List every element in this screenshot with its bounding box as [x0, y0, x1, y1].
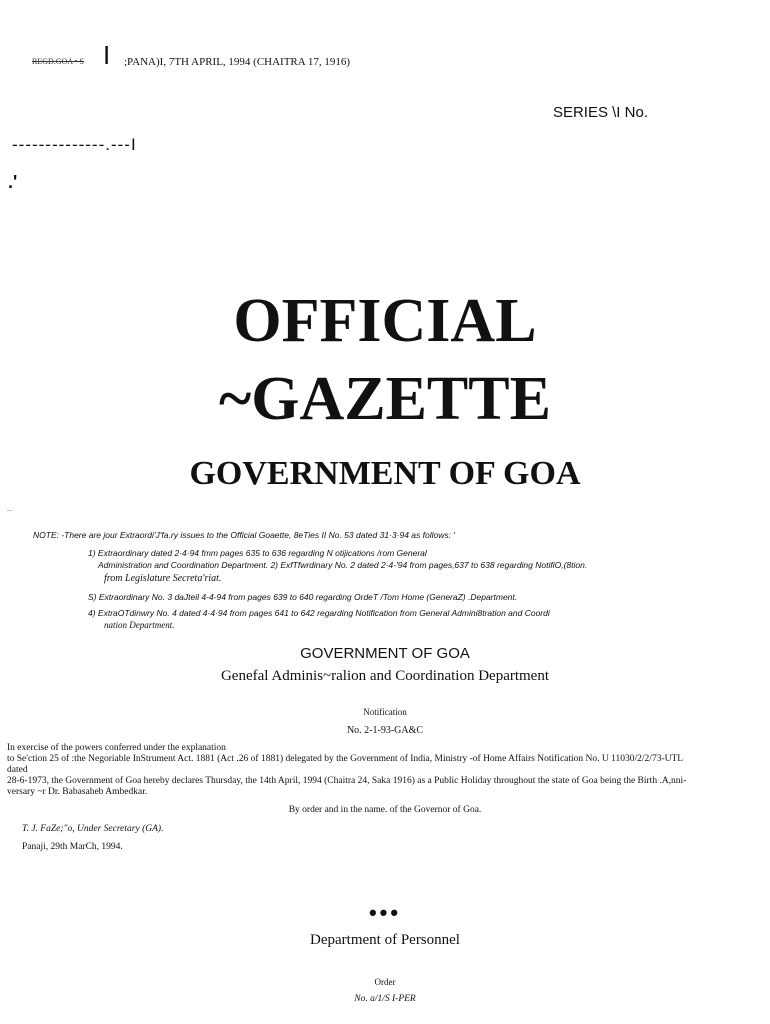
series-number: SERIES \I No. [552, 104, 648, 121]
note-item-1-line-1: 1) Extraordinary dated 2·4·94 fmm pages 635 to 636 regarding N otijications /rom General [88, 548, 427, 558]
by-order-line: By order and in the name. of the Governor of Goa. [288, 805, 482, 815]
body-line: In exercise of the powers conferred under the explanation [7, 743, 226, 753]
note-item-3-line-2: nation Department. [104, 620, 175, 630]
dash-rule: --------------.---I [12, 135, 137, 154]
dateline: ;PANA)I, 7TH APRIL, 1994 (CHAITRA 17, 1916) [124, 56, 351, 68]
notification-heading: Notification [363, 707, 407, 717]
department-personnel-heading: Department of Personnel [310, 932, 460, 948]
body-line: 28-6-1973, the Government of Goa hereby declares Thursday, the 14th April, 1994 (Chaitra 24, Saka 1916) as a Public Holiday throughout the state of Goa being the Birth .A,nni- [7, 776, 687, 786]
stray-tick: ... [7, 505, 13, 513]
place-date: Panaji, 29th MarCh, 1994. [22, 842, 123, 852]
notification-number: No. 2-1-93-GA&C [346, 725, 424, 736]
note-item-1-line-2: Administration and Coordination Department. 2) ExfTfwrdinary No. 2 dated 2·4-'94 from pages,637 to 638 regarding NotifiO,(8tion. [98, 560, 588, 570]
section-separator: ••• [368, 900, 402, 925]
section-department-heading: Genefal Adminis~ralion and Coordination Department [220, 668, 550, 684]
section-government-heading: GOVERNMENT OF GOA [300, 645, 470, 662]
masthead-gazette: ~GAZETTE [218, 365, 551, 433]
masthead-government: GOVERNMENT OF GOA [189, 455, 581, 492]
note-item-1-line-3: from Legislature Secreta'riat. [104, 573, 222, 584]
signatory: T. J. FaZe;"o, Under Secretary (GA). [22, 824, 164, 834]
note-item-2-line-1: S) Extraordinary No. 3 daJteil 4-4-94 from pages 639 to 640 regarding OrdeT /Tom Home (GeneraZ) .Department. [88, 592, 518, 602]
stray-mark: .' [8, 172, 18, 192]
order-heading: Order [374, 977, 396, 987]
body-line: dated [7, 765, 28, 775]
note-intro: NOTE: -There are jour Extraordi'J'fa.ry issues to the Official Goaette, 8eTies II No. 53 dated 31·3·94 as follows: ' [33, 530, 455, 540]
body-line: to Se'ction 25 of :the Negoriable InStrument Act. 1881 (Act .26 of 1881) delegated by the Government of India, Ministry -of Home Affairs Notification No. U 11030/2/2/73-UTL [7, 754, 684, 764]
header-bar-mark: I [103, 40, 111, 70]
body-line: versary ~r Dr. Babasaheb Ambedkar. [7, 787, 148, 797]
order-number: No. a/1/S I-PER [354, 994, 416, 1004]
masthead-official: OFFICIAL [233, 287, 537, 355]
regd-mark: REGD.GOA • S [32, 57, 84, 66]
note-item-3-line-1: 4) ExtraOTdinwry No. 4 dated 4·4·94 from pages 641 to 642 regarding Notification from General Admini8tration and Coordi [88, 608, 550, 618]
